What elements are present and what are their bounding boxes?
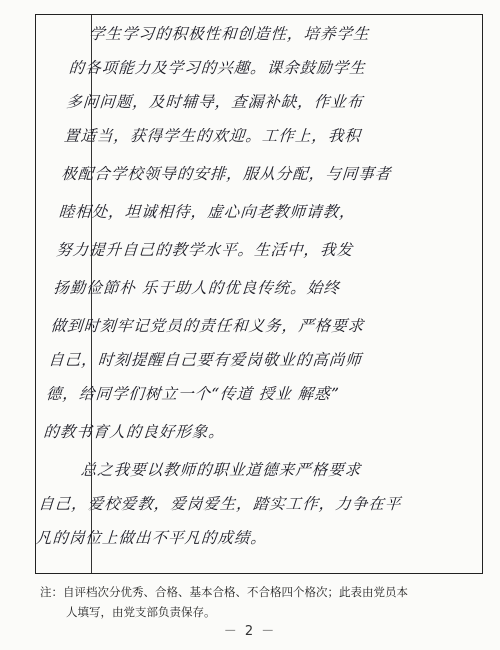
footnote-line-1: 注：自评档次分优秀、合格、基本合格、不合格四个格次；此表由党员本 — [40, 585, 408, 599]
handwritten-line-11: 德，给同学们树立一个“传道 授业 解惑” — [45, 385, 341, 403]
handwritten-line-15: 凡的岗位上做出不平凡的成绩。 — [35, 529, 268, 547]
handwritten-line-1: 学生学习的积极性和创造性，培养学生 — [88, 25, 371, 43]
footnote-line-2: 人填写，由党支部负责保存。 — [66, 605, 216, 619]
handwritten-line-10: 自己，时刻提醒自己要有爱岗敬业的高尚师 — [47, 351, 363, 369]
handwritten-line-7: 努力提升自己的教学水平。生活中，我发 — [55, 241, 354, 259]
handwritten-line-2: 的各项能力及学习的兴趣。课余鼓励学生 — [68, 59, 367, 77]
handwritten-line-12: 的教书育人的良好形象。 — [42, 423, 226, 441]
handwritten-line-8: 扬勤俭節朴 乐于助人的优良传统。始终 — [52, 279, 341, 297]
handwritten-line-3: 多问问题，及时辅导，查漏补缺，作业布 — [65, 93, 365, 111]
handwritten-line-4: 置适当，获得学生的欢迎。工作上，我积 — [63, 127, 362, 145]
handwritten-line-9: 做到时刻牢记党员的责任和义务，严格要求 — [50, 317, 365, 335]
footnote — [40, 582, 480, 622]
handwritten-line-5: 极配合学校领导的安排，服从分配，与同事者 — [60, 165, 393, 183]
page-number: － 2 － — [223, 624, 277, 639]
handwritten-line-13: 总之我要以教师的职业道德来严格要求 — [80, 461, 362, 479]
handwritten-line-6: 睦相处，坦诚相待，虚心向老教师请教， — [58, 203, 357, 221]
handwritten-line-14: 自己，爱校爱教，爱岗爱生，踏实工作，力争在平 — [37, 495, 402, 513]
